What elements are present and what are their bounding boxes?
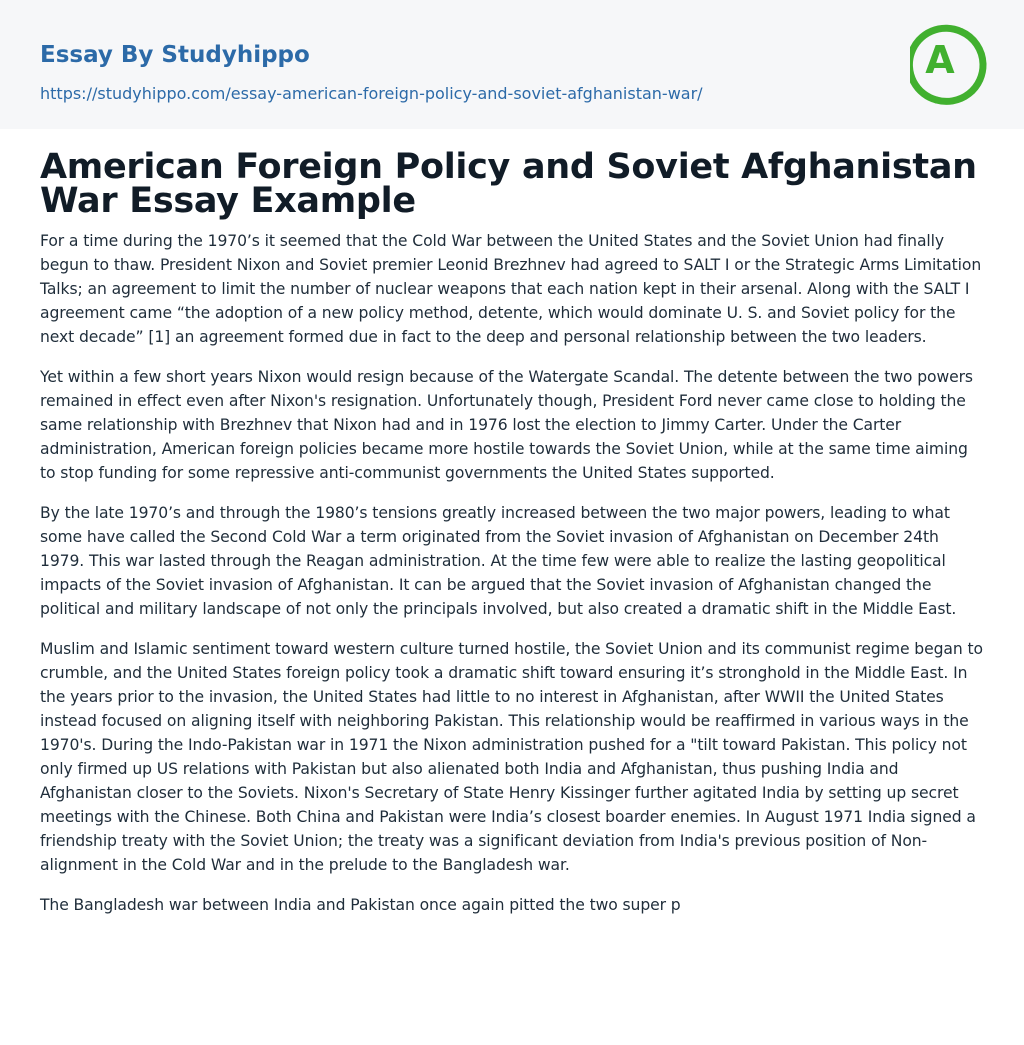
paragraph: Muslim and Islamic sentiment toward western culture turned hostile, the Soviet Union and its communist regime began to crumble, and the United States foreign policy took a dramatic shift toward ensuring it’s stronghold in the Middle East. In the years prior to the invasion, the United States had little to no interest in Afghanistan, after WWII the United States instead focused on aligning itself with neighboring Pakistan. This relationship would be reaffirmed in various ways in the 1970's. During the Indo-Pakistan war in 1971 the Nixon administration pushed for a "tilt toward Pakistan. This policy not only firmed up US relations with Pakistan but also alienated both India and Afghanistan, thus pushing India and Afghanistan closer to the Soviets. Nixon's Secretary of State Henry Kissinger further agitated India by setting up secret meetings with the Chinese. Both China and Pakistan were India’s closest boarder enemies. In August 1971 India signed a friendship treaty with the Soviet Union; the treaty was a significant deviation from India's previous position of Non-alignment in the Cold War and in the prelude to the Bangladesh war.	[40, 640, 983, 874]
site-header	[0, 0, 1024, 129]
paragraph: For a time during the 1970’s it seemed that the Cold War between the United States and the Soviet Union had finally begun to thaw. President Nixon and Soviet premier Leonid Brezhnev had agreed to SALT I or the Strategic Arms Limitation Talks; an agreement to limit the number of nuclear weapons that each nation kept in their arsenal. Along with the SALT I agreement came “the adoption of a new policy method, detente, which would dominate U. S. and Soviet policy for the next decade” [1] an agreement formed due in fact to the deep and personal relationship between the two leaders.	[40, 232, 982, 346]
studyhippo-logo[interactable]	[910, 18, 988, 106]
article-title: American Foreign Policy and Soviet Afghanistan War Essay Example	[40, 147, 977, 221]
page-url-link[interactable]: https://studyhippo.com/essay-american-foreign-policy-and-soviet-afghanistan-war/	[40, 84, 703, 103]
logo-letter: A	[925, 38, 955, 82]
paragraph: Yet within a few short years Nixon would resign because of the Watergate Scandal. The detente between the two powers remained in effect even after Nixon's resignation. Unfortunately though, President Ford never came close to holding the same relationship with Brezhnev that Nixon had and in 1976 lost the election to Jimmy Carter. Under the Carter administration, American foreign policies became more hostile towards the Soviet Union, while at the same time aiming to stop funding for some repressive anti-communist governments the United States supported.	[40, 368, 973, 482]
article-body	[40, 229, 987, 933]
paragraph: The Bangladesh war between India and Pakistan once again pitted the two super p	[40, 896, 681, 914]
paragraph: By the late 1970’s and through the 1980’s tensions greatly increased between the two major powers, leading to what some have called the Second Cold War a term originated from the Soviet invasion of Afghanistan on December 24th 1979. This war lasted through the Reagan administration. At the time few were able to realize the lasting geopolitical impacts of the Soviet invasion of Afghanistan. It can be argued that the Soviet invasion of Afghanistan changed the political and military landscape of not only the principals involved, but also created a dramatic shift in the Middle East.	[40, 504, 957, 618]
site-brand[interactable]: Essay By Studyhippo	[40, 42, 310, 68]
